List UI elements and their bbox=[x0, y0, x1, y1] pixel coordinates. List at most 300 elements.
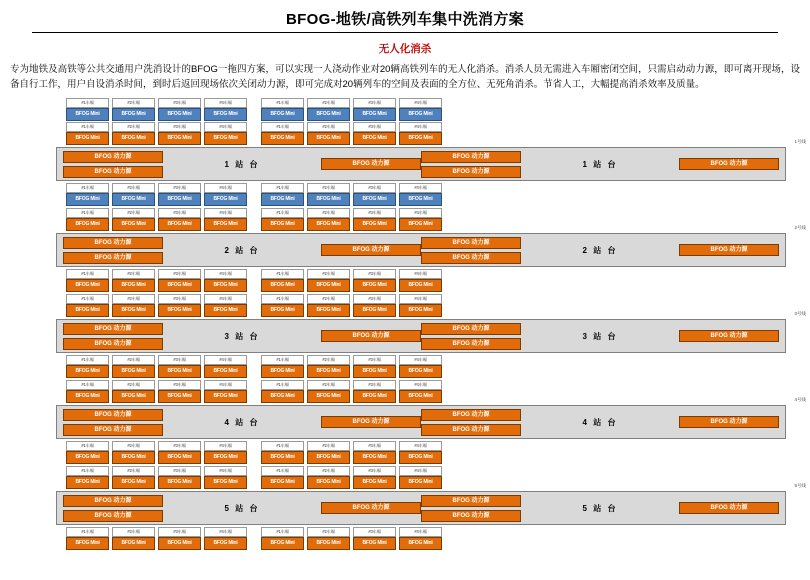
car-module[interactable] bbox=[66, 208, 109, 231]
car-module[interactable] bbox=[158, 98, 201, 121]
module-label: BFOG Mini bbox=[204, 218, 247, 231]
car-module[interactable] bbox=[353, 208, 396, 231]
car-module[interactable] bbox=[66, 269, 109, 292]
power-source-bar[interactable]: BFOG 动力源 bbox=[421, 510, 521, 522]
module-label: BFOG Mini bbox=[399, 537, 442, 550]
module-label: BFOG Mini bbox=[399, 193, 442, 206]
car-caption: #2车厢 bbox=[112, 294, 155, 304]
platform-half-right bbox=[421, 409, 779, 436]
power-source-bar[interactable]: BFOG 动力源 bbox=[63, 252, 163, 264]
car-module[interactable] bbox=[158, 294, 201, 317]
module-label: BFOG Mini bbox=[353, 108, 396, 121]
car-caption: #1车厢 bbox=[66, 355, 109, 365]
power-source-bar[interactable]: BFOG 动力源 bbox=[63, 510, 163, 522]
power-source-bar[interactable]: BFOG 动力源 bbox=[321, 244, 421, 256]
car-module[interactable] bbox=[399, 466, 442, 489]
car-module[interactable] bbox=[307, 208, 350, 231]
car-module[interactable] bbox=[353, 380, 396, 403]
platform-half-left bbox=[63, 495, 421, 522]
module-label: BFOG Mini bbox=[353, 390, 396, 403]
power-source-bar[interactable]: BFOG 动力源 bbox=[63, 424, 163, 436]
car-module[interactable] bbox=[353, 527, 396, 550]
train-half-left bbox=[66, 380, 247, 403]
module-label: BFOG Mini bbox=[66, 365, 109, 378]
module-label: BFOG Mini bbox=[204, 365, 247, 378]
car-module[interactable] bbox=[204, 355, 247, 378]
power-source-bar[interactable]: BFOG 动力源 bbox=[63, 338, 163, 350]
module-label: BFOG Mini bbox=[158, 537, 201, 550]
power-source-bar[interactable]: BFOG 动力源 bbox=[321, 330, 421, 342]
power-bar-stack bbox=[679, 330, 779, 342]
car-caption: #2车厢 bbox=[112, 466, 155, 476]
car-module[interactable] bbox=[399, 527, 442, 550]
car-caption: #1车厢 bbox=[66, 269, 109, 279]
car-module[interactable] bbox=[261, 269, 304, 292]
car-row-upper bbox=[6, 380, 804, 403]
car-module[interactable] bbox=[353, 183, 396, 206]
car-caption: #3车厢 bbox=[353, 527, 396, 537]
module-label: BFOG Mini bbox=[307, 365, 350, 378]
car-caption: #1车厢 bbox=[66, 527, 109, 537]
car-module[interactable] bbox=[399, 441, 442, 464]
car-module[interactable] bbox=[353, 122, 396, 145]
car-module[interactable] bbox=[261, 294, 304, 317]
train-half-right bbox=[261, 466, 442, 489]
car-module[interactable] bbox=[158, 183, 201, 206]
train-washing-diagram bbox=[6, 98, 804, 550]
car-caption: #3车厢 bbox=[158, 466, 201, 476]
car-module[interactable] bbox=[261, 441, 304, 464]
car-caption: #2车厢 bbox=[307, 527, 350, 537]
car-module[interactable] bbox=[307, 269, 350, 292]
car-caption: #3车厢 bbox=[158, 380, 201, 390]
station-label: 5 站 台 bbox=[224, 503, 260, 513]
power-source-bar[interactable]: BFOG 动力源 bbox=[63, 151, 163, 163]
car-caption: #3车厢 bbox=[353, 269, 396, 279]
car-module[interactable] bbox=[204, 294, 247, 317]
module-label: BFOG Mini bbox=[353, 537, 396, 550]
car-module[interactable] bbox=[112, 122, 155, 145]
car-caption: #3车厢 bbox=[353, 441, 396, 451]
power-source-bar[interactable]: BFOG 动力源 bbox=[679, 330, 779, 342]
platform-half-right bbox=[421, 151, 779, 178]
car-caption: #2车厢 bbox=[307, 269, 350, 279]
module-label: BFOG Mini bbox=[158, 365, 201, 378]
car-module[interactable] bbox=[112, 355, 155, 378]
power-source-bar[interactable]: BFOG 动力源 bbox=[63, 237, 163, 249]
car-module[interactable] bbox=[204, 183, 247, 206]
module-label: BFOG Mini bbox=[66, 132, 109, 145]
module-label: BFOG Mini bbox=[204, 279, 247, 292]
car-module[interactable] bbox=[204, 380, 247, 403]
car-module[interactable] bbox=[158, 466, 201, 489]
line-group-1 bbox=[6, 98, 804, 206]
car-module[interactable] bbox=[353, 441, 396, 464]
train-half-left bbox=[66, 98, 247, 121]
power-bar-stack bbox=[321, 502, 421, 514]
car-module[interactable] bbox=[112, 98, 155, 121]
power-bar-stack bbox=[321, 158, 421, 170]
car-module[interactable] bbox=[204, 466, 247, 489]
car-module[interactable] bbox=[399, 380, 442, 403]
module-label: BFOG Mini bbox=[307, 537, 350, 550]
car-module[interactable] bbox=[158, 269, 201, 292]
line-group-3 bbox=[6, 294, 804, 378]
power-source-bar[interactable]: BFOG 动力源 bbox=[321, 416, 421, 428]
module-label: BFOG Mini bbox=[353, 193, 396, 206]
car-module[interactable] bbox=[261, 208, 304, 231]
car-module[interactable] bbox=[261, 527, 304, 550]
module-label: BFOG Mini bbox=[112, 193, 155, 206]
station-label: 5 站 台 bbox=[582, 503, 618, 513]
module-label: BFOG Mini bbox=[66, 537, 109, 550]
description-paragraph: 专为地铁及高铁等公共交通用户洗消设计的BFOG一拖四方案，可以实现一人浇动作业对20辆高铁列车的无人化消杀。消杀人员无需进入车厢密闭空间，只需启动动力源，即可离开现场，设备自行工作，用户自设消杀时间，到时后返回现场依次关闭动力源，即可完成对20辆列车的空间及表面的全方位、无死角消杀。节省人工，大幅提高消杀效率及质量。 bbox=[10, 64, 800, 91]
module-label: BFOG Mini bbox=[204, 476, 247, 489]
car-caption: #2车厢 bbox=[307, 183, 350, 193]
module-label: BFOG Mini bbox=[353, 279, 396, 292]
car-caption: #3车厢 bbox=[353, 466, 396, 476]
platform-block-3 bbox=[56, 319, 786, 353]
module-label: BFOG Mini bbox=[399, 279, 442, 292]
power-bar-stack bbox=[421, 495, 521, 522]
car-caption: #1车厢 bbox=[261, 269, 304, 279]
car-module[interactable] bbox=[307, 466, 350, 489]
power-bar-stack bbox=[421, 151, 521, 178]
train-half-right bbox=[261, 122, 442, 145]
car-module[interactable] bbox=[158, 380, 201, 403]
car-caption: #1车厢 bbox=[261, 122, 304, 132]
car-row-lower bbox=[6, 441, 804, 464]
car-module[interactable] bbox=[158, 355, 201, 378]
power-source-bar[interactable]: BFOG 动力源 bbox=[679, 502, 779, 514]
station-label: 4 站 台 bbox=[582, 417, 618, 427]
module-label: BFOG Mini bbox=[307, 218, 350, 231]
car-module[interactable] bbox=[261, 122, 304, 145]
power-bar-stack bbox=[679, 244, 779, 256]
module-label: BFOG Mini bbox=[399, 218, 442, 231]
module-label: BFOG Mini bbox=[204, 304, 247, 317]
power-bar-stack bbox=[63, 323, 163, 350]
module-label: BFOG Mini bbox=[261, 218, 304, 231]
car-caption: #3车厢 bbox=[158, 294, 201, 304]
car-caption: #2车厢 bbox=[112, 380, 155, 390]
page-title: BFOG-地铁/高铁列车集中洗消方案 bbox=[286, 11, 524, 28]
power-source-bar[interactable]: BFOG 动力源 bbox=[421, 237, 521, 249]
car-module[interactable] bbox=[112, 380, 155, 403]
car-module[interactable] bbox=[399, 355, 442, 378]
power-bar-stack bbox=[63, 495, 163, 522]
car-row-upper bbox=[6, 294, 804, 317]
car-module[interactable] bbox=[307, 355, 350, 378]
car-caption: #2车厢 bbox=[112, 208, 155, 218]
car-module[interactable] bbox=[112, 466, 155, 489]
car-caption: #2车厢 bbox=[307, 466, 350, 476]
train-half-right bbox=[261, 208, 442, 231]
station-label: 4 站 台 bbox=[224, 417, 260, 427]
car-module[interactable] bbox=[112, 441, 155, 464]
car-module[interactable] bbox=[353, 98, 396, 121]
car-caption: #2车厢 bbox=[307, 122, 350, 132]
car-caption: #1车厢 bbox=[261, 355, 304, 365]
module-label: BFOG Mini bbox=[399, 365, 442, 378]
car-caption: #2车厢 bbox=[307, 355, 350, 365]
car-module[interactable] bbox=[261, 355, 304, 378]
module-label: BFOG Mini bbox=[307, 451, 350, 464]
module-label: BFOG Mini bbox=[158, 476, 201, 489]
car-caption: #3车厢 bbox=[353, 122, 396, 132]
car-caption: #4车厢 bbox=[399, 122, 442, 132]
car-module[interactable] bbox=[112, 269, 155, 292]
module-label: BFOG Mini bbox=[204, 451, 247, 464]
module-label: BFOG Mini bbox=[307, 193, 350, 206]
module-label: BFOG Mini bbox=[66, 279, 109, 292]
car-caption: #1车厢 bbox=[261, 466, 304, 476]
car-module[interactable] bbox=[204, 527, 247, 550]
car-module[interactable] bbox=[112, 294, 155, 317]
car-caption: #3车厢 bbox=[353, 380, 396, 390]
car-module[interactable] bbox=[66, 98, 109, 121]
module-label: BFOG Mini bbox=[112, 537, 155, 550]
car-module[interactable] bbox=[261, 380, 304, 403]
module-label: BFOG Mini bbox=[204, 390, 247, 403]
car-module[interactable] bbox=[353, 355, 396, 378]
platform-block-5 bbox=[56, 491, 786, 525]
platform-half-left bbox=[63, 237, 421, 264]
module-label: BFOG Mini bbox=[307, 279, 350, 292]
train-half-right bbox=[261, 527, 442, 550]
power-source-bar[interactable]: BFOG 动力源 bbox=[421, 338, 521, 350]
car-module[interactable] bbox=[399, 183, 442, 206]
car-module[interactable] bbox=[158, 208, 201, 231]
car-caption: #1车厢 bbox=[261, 294, 304, 304]
platform-half-left bbox=[63, 323, 421, 350]
module-label: BFOG Mini bbox=[204, 108, 247, 121]
car-module[interactable] bbox=[399, 208, 442, 231]
module-label: BFOG Mini bbox=[158, 218, 201, 231]
module-label: BFOG Mini bbox=[261, 390, 304, 403]
car-caption: #4车厢 bbox=[204, 122, 247, 132]
module-label: BFOG Mini bbox=[66, 218, 109, 231]
power-source-bar[interactable]: BFOG 动力源 bbox=[63, 323, 163, 335]
power-source-bar[interactable]: BFOG 动力源 bbox=[63, 166, 163, 178]
car-caption: #3车厢 bbox=[158, 122, 201, 132]
car-module[interactable] bbox=[66, 466, 109, 489]
station-label: 1 站 台 bbox=[224, 159, 260, 169]
module-label: BFOG Mini bbox=[112, 304, 155, 317]
car-caption: #3车厢 bbox=[158, 98, 201, 108]
car-module[interactable] bbox=[399, 294, 442, 317]
car-module[interactable] bbox=[204, 208, 247, 231]
platform-half-left bbox=[63, 409, 421, 436]
power-source-bar[interactable]: BFOG 动力源 bbox=[421, 151, 521, 163]
power-source-bar[interactable]: BFOG 动力源 bbox=[321, 502, 421, 514]
module-label: BFOG Mini bbox=[307, 132, 350, 145]
power-source-bar[interactable]: BFOG 动力源 bbox=[63, 495, 163, 507]
car-module[interactable] bbox=[399, 269, 442, 292]
train-half-left bbox=[66, 441, 247, 464]
module-label: BFOG Mini bbox=[66, 193, 109, 206]
car-module[interactable] bbox=[158, 441, 201, 464]
car-module[interactable] bbox=[307, 294, 350, 317]
car-row-lower bbox=[6, 269, 804, 292]
car-caption: #4车厢 bbox=[204, 466, 247, 476]
power-source-bar[interactable]: BFOG 动力源 bbox=[679, 416, 779, 428]
car-caption: #4车厢 bbox=[399, 294, 442, 304]
car-module[interactable] bbox=[66, 355, 109, 378]
car-module[interactable] bbox=[204, 269, 247, 292]
power-bar-stack bbox=[421, 409, 521, 436]
car-caption: #4车厢 bbox=[204, 183, 247, 193]
module-label: BFOG Mini bbox=[261, 132, 304, 145]
power-source-bar[interactable]: BFOG 动力源 bbox=[679, 158, 779, 170]
car-caption: #1车厢 bbox=[261, 183, 304, 193]
module-label: BFOG Mini bbox=[66, 451, 109, 464]
car-row-upper bbox=[6, 208, 804, 231]
power-source-bar[interactable]: BFOG 动力源 bbox=[421, 409, 521, 421]
car-caption: #1车厢 bbox=[66, 208, 109, 218]
module-label: BFOG Mini bbox=[261, 365, 304, 378]
car-caption: #4车厢 bbox=[399, 98, 442, 108]
car-caption: #1车厢 bbox=[66, 98, 109, 108]
line-tag: 1号线 bbox=[794, 139, 806, 145]
power-bar-stack bbox=[321, 244, 421, 256]
car-module[interactable] bbox=[158, 122, 201, 145]
train-half-left bbox=[66, 355, 247, 378]
module-label: BFOG Mini bbox=[204, 132, 247, 145]
power-bar-stack bbox=[63, 237, 163, 264]
car-caption: #1车厢 bbox=[261, 380, 304, 390]
car-module[interactable] bbox=[399, 122, 442, 145]
module-label: BFOG Mini bbox=[353, 218, 396, 231]
car-caption: #4车厢 bbox=[399, 527, 442, 537]
car-caption: #4车厢 bbox=[399, 466, 442, 476]
power-source-bar[interactable]: BFOG 动力源 bbox=[421, 323, 521, 335]
module-label: BFOG Mini bbox=[66, 390, 109, 403]
car-module[interactable] bbox=[66, 294, 109, 317]
car-module[interactable] bbox=[66, 122, 109, 145]
car-caption: #2车厢 bbox=[307, 441, 350, 451]
car-module[interactable] bbox=[112, 527, 155, 550]
module-label: BFOG Mini bbox=[112, 451, 155, 464]
power-source-bar[interactable]: BFOG 动力源 bbox=[421, 495, 521, 507]
module-label: BFOG Mini bbox=[261, 476, 304, 489]
car-caption: #3车厢 bbox=[158, 355, 201, 365]
module-label: BFOG Mini bbox=[399, 476, 442, 489]
car-caption: #4车厢 bbox=[204, 380, 247, 390]
car-module[interactable] bbox=[112, 208, 155, 231]
car-module[interactable] bbox=[307, 183, 350, 206]
car-caption: #1车厢 bbox=[66, 380, 109, 390]
train-half-left bbox=[66, 208, 247, 231]
car-caption: #2车厢 bbox=[112, 441, 155, 451]
platform-half-right bbox=[421, 323, 779, 350]
train-half-left bbox=[66, 527, 247, 550]
module-label: BFOG Mini bbox=[399, 304, 442, 317]
car-caption: #4车厢 bbox=[399, 208, 442, 218]
car-module[interactable] bbox=[353, 294, 396, 317]
power-source-bar[interactable]: BFOG 动力源 bbox=[421, 166, 521, 178]
car-row-upper bbox=[6, 466, 804, 489]
car-caption: #1车厢 bbox=[261, 98, 304, 108]
train-half-right bbox=[261, 98, 442, 121]
car-caption: #2车厢 bbox=[307, 98, 350, 108]
car-module[interactable] bbox=[353, 466, 396, 489]
car-module[interactable] bbox=[112, 183, 155, 206]
module-label: BFOG Mini bbox=[353, 304, 396, 317]
car-module[interactable] bbox=[66, 380, 109, 403]
power-source-bar[interactable]: BFOG 动力源 bbox=[421, 252, 521, 264]
module-label: BFOG Mini bbox=[112, 108, 155, 121]
power-bar-stack bbox=[679, 158, 779, 170]
module-label: BFOG Mini bbox=[112, 218, 155, 231]
module-label: BFOG Mini bbox=[158, 132, 201, 145]
car-module[interactable] bbox=[204, 98, 247, 121]
train-half-left bbox=[66, 466, 247, 489]
power-source-bar[interactable]: BFOG 动力源 bbox=[321, 158, 421, 170]
car-caption: #1车厢 bbox=[66, 122, 109, 132]
power-bar-stack bbox=[63, 409, 163, 436]
module-label: BFOG Mini bbox=[158, 279, 201, 292]
train-half-right bbox=[261, 294, 442, 317]
module-label: BFOG Mini bbox=[353, 451, 396, 464]
car-caption: #3车厢 bbox=[353, 98, 396, 108]
car-module[interactable] bbox=[261, 466, 304, 489]
car-module[interactable] bbox=[307, 98, 350, 121]
car-caption: #2车厢 bbox=[112, 122, 155, 132]
car-module[interactable] bbox=[204, 441, 247, 464]
platform-block-2 bbox=[56, 233, 786, 267]
car-module[interactable] bbox=[66, 527, 109, 550]
module-label: BFOG Mini bbox=[158, 193, 201, 206]
car-module[interactable] bbox=[66, 441, 109, 464]
car-caption: #2车厢 bbox=[307, 208, 350, 218]
module-label: BFOG Mini bbox=[112, 476, 155, 489]
car-caption: #2车厢 bbox=[307, 380, 350, 390]
power-bar-stack bbox=[679, 502, 779, 514]
car-caption: #2车厢 bbox=[112, 527, 155, 537]
car-row-lower bbox=[6, 183, 804, 206]
car-caption: #2车厢 bbox=[307, 294, 350, 304]
module-label: BFOG Mini bbox=[158, 390, 201, 403]
train-half-right bbox=[261, 441, 442, 464]
car-module[interactable] bbox=[399, 98, 442, 121]
car-row-lower bbox=[6, 527, 804, 550]
platform-half-left bbox=[63, 151, 421, 178]
car-caption: #1车厢 bbox=[66, 294, 109, 304]
car-module[interactable] bbox=[158, 527, 201, 550]
power-source-bar[interactable]: BFOG 动力源 bbox=[421, 424, 521, 436]
car-module[interactable] bbox=[204, 122, 247, 145]
car-module[interactable] bbox=[307, 527, 350, 550]
power-bar-stack bbox=[421, 323, 521, 350]
module-label: BFOG Mini bbox=[399, 132, 442, 145]
module-label: BFOG Mini bbox=[261, 279, 304, 292]
car-module[interactable] bbox=[66, 183, 109, 206]
car-caption: #4车厢 bbox=[399, 441, 442, 451]
car-module[interactable] bbox=[307, 122, 350, 145]
car-module[interactable] bbox=[261, 98, 304, 121]
line-tag: 5号线 bbox=[794, 483, 806, 489]
car-caption: #4车厢 bbox=[204, 355, 247, 365]
power-source-bar[interactable]: BFOG 动力源 bbox=[63, 409, 163, 421]
power-source-bar[interactable]: BFOG 动力源 bbox=[679, 244, 779, 256]
module-label: BFOG Mini bbox=[66, 108, 109, 121]
car-module[interactable] bbox=[353, 269, 396, 292]
car-module[interactable] bbox=[307, 380, 350, 403]
car-module[interactable] bbox=[307, 441, 350, 464]
car-module[interactable] bbox=[261, 183, 304, 206]
module-label: BFOG Mini bbox=[204, 537, 247, 550]
